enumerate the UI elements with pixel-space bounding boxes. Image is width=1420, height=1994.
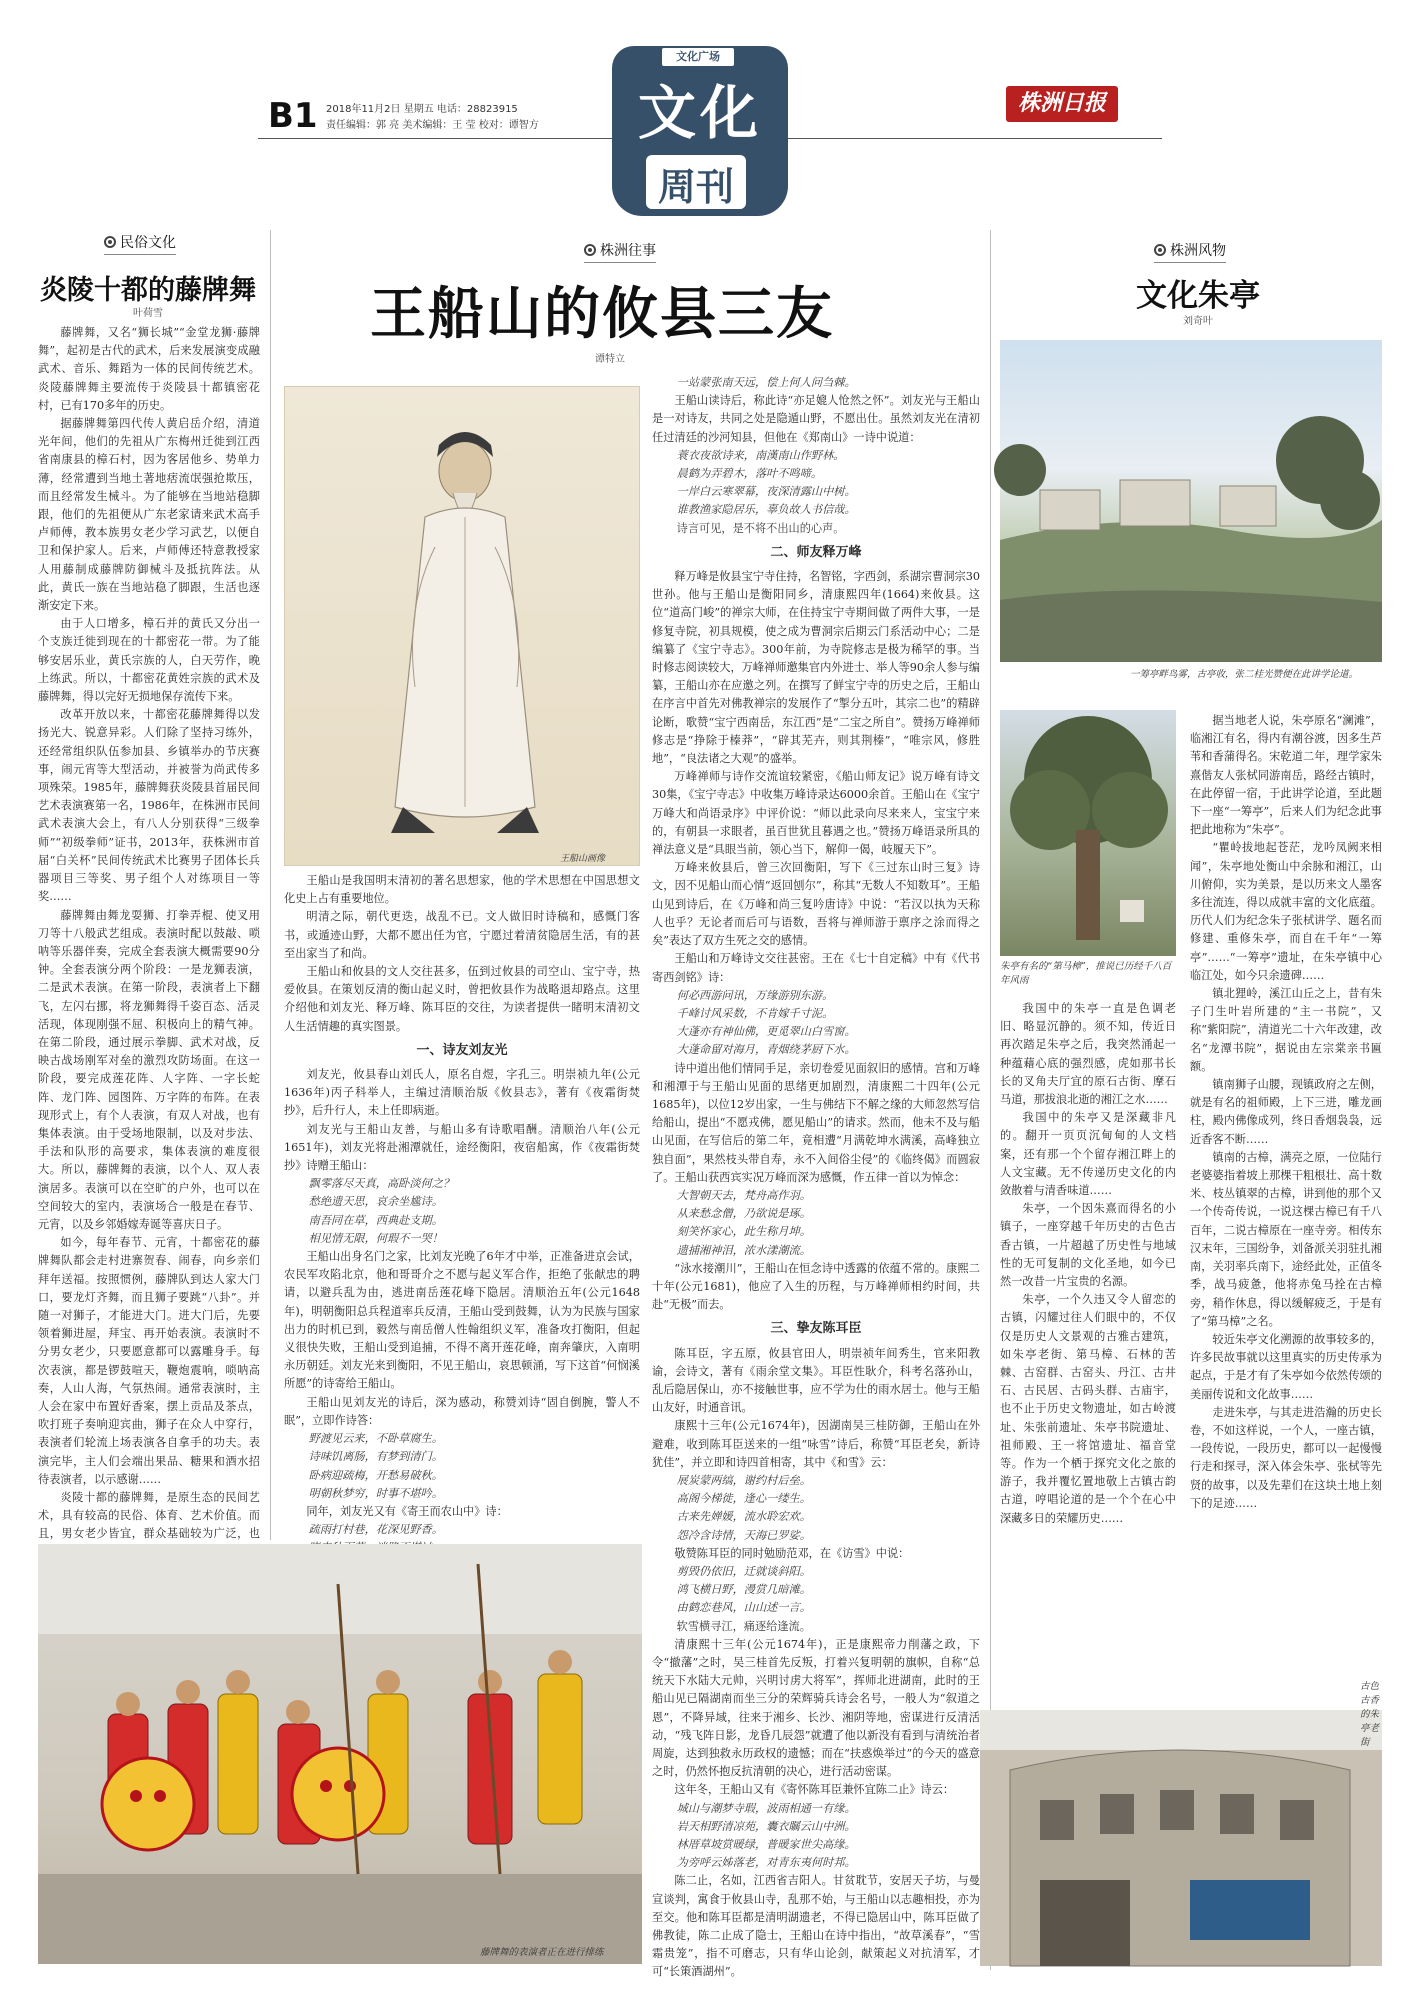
circle-dot-icon [104,236,116,248]
poem-line: 疏雨打村巷，花深见野香。 [308,1523,443,1537]
section-title: 文化 [637,79,762,147]
paragraph: 由于人口增多，樟石并的黄氏又分出一个支族迁徙到现在的十都密花一带。为了能够安居乐业，黄氏宗族的人，白天劳作，晚上练武。所以，十都密花黄姓宗族的武术及藤牌舞，得以完好无损地保存流传下来。 [38,617,260,704]
paragraph: 炎陵十都的藤牌舞，是原生态的民间艺术，具有较高的民俗、体育、艺术价值。而且，男女老少皆宜，群众基础较为广泛，也 [38,1491,260,1541]
portrait-caption: 王船山画像 [560,854,606,864]
poem-line: 林厝草坡赏暖绿，普暖家世尖高缘。 [676,1838,856,1852]
paragraph: 据藤牌舞第四代传人黄启岳介绍，清道光年间，他们的先祖从广东梅州迁徙到江西省南康县的樟石村，因为客居他乡、势单力薄，经常遭到当地土著地痞流氓强抢欺压，而且经常发生械斗。为了能够在当地站稳脚跟，他们的先祖便从广东老家请来武术高手卢师傅，教本族男女老少学习武艺，以便自卫和保护家人。后来，卢师傅还特意教授家人用藤制成藤牌防御械斗及抵抗阵法。从此，黄氏一族在当地站稳了脚跟，生活也逐渐安定下来。 [38,417,260,613]
right-section-tag [1154,240,1226,263]
dance-photo [38,1544,642,1964]
ancient-camphor-photo [1000,710,1176,956]
poem-line: 古来先婵媛，流水聆宏欢。 [676,1510,811,1524]
paragraph: 改革开放以来，十都密花藤牌舞得以发扬光大、锐意异彩。人们除了坚持习练外，还经常组织队伍参加县、乡镇举办的节庆赛事，闹元宵等大型活动，并被誉为尚武传多项殊荣。1985年，藤牌舞获炎陵县首届民间艺术表演赛第一名，1986年，在株洲市民间武术表演大会上，有八人分别获得“三级拳师”“初级拳师”证书，2013年，获株洲市首届“白关杯”民间传统武术比赛男子团体长兵器项目三等奖、男子组个人对练项目一等奖…… [38,708,260,904]
center-article-col1 [284,872,640,1537]
paragraph: 镇南狮子山腰，现镇政府之左侧，就是有名的祖师殿，上下三进，雕龙画柱，殿内佛像成列，终日香烟袅袅，远近香客不断…… [1190,1078,1382,1146]
poem-line: 晨鹤为弄碧木，落叶不鸣啼。 [676,467,823,481]
paragraph: 朱亭，一个因朱熹而得名的小镇子，一座穿越千年历史的古色古香古镇，一片超越了历史性与地域性的无可复制的文化圣地，如今已然一改昔一片宝贵的名源。 [1000,1202,1176,1289]
paragraph: 这年冬，王船山又有《寄怀陈耳臣兼怀宜陈二止》诗云： [674,1783,955,1797]
poem-line: 诗言可见，是不将不出山的心声。 [676,521,845,535]
paragraph: 王船山和万峰诗文交往甚密。王在《七十自定稿》中有《代书寄西剑铭》诗： [652,952,980,984]
section-tag: 文化广场 [662,48,734,66]
yichou-pavilion-caption: 一筹亭畔鸟雾，古亭收，张二桂光赞便在此讲学论道。 [1130,669,1359,680]
subheading: 一、诗友刘友光 [416,1042,508,1058]
paragraph: “泳水接潮川”，王船山在恒念诗中透露的依蕴不常的。康熙二十年(公元1681)，他应了入生的历程，与万峰禅师相约时间，共赴“无极”而去。 [652,1261,980,1312]
old-street-building-icon [980,1710,1382,1966]
paragraph: 同年，刘友光又有《寄王而农山中》诗： [306,1504,508,1518]
center-article-col2 [652,374,980,1979]
paragraph: 我国中的朱亭一直是色调老旧、略显沉静的。须不知，传近日再次踏足朱亭之后，我突然涌起一种蕴藉心底的强烈感，虎如那书长长的叉角夫厅宜的原石古街、摩石马道，那拔浪北逝的湘江之水…… [1000,1002,1176,1107]
poem-line: 野渡见云来，不卧草腐生。 [308,1432,443,1446]
right-article-title: 文化朱亭 [1136,278,1260,314]
section-subtitle: 周刊 [657,165,734,209]
poem-line: 一岸白云寒翠幕，夜深清露山中树。 [676,485,856,499]
right-tag-label: 株洲风物 [1170,243,1226,259]
paragraph: 如今，每年春节、元宵，十都密花的藤牌舞队都会走村进寨贺春、闹春，向乡亲们拜年送福。按照惯例，藤牌队到达人家大门口，要龙灯齐舞，而且狮子要跳“八卦”。并随一对狮子，才能进大门。进大门后，先要领着狮进屋，拜宝、再开始表演。表演时不分男女老少，只要愿意都可以露雕身手。每次表演，都是锣鼓喧天，鞭炮震响，唢呐高奏，人山人海，气氛热闹。通常表演时，主人会在家中布置好香案，摆上贡品及茶点，吹打班子奏响迎宾曲，狮子在众人中穿行，表演者们轮流上场表演各自拿手的功夫。表演完毕，主人们会端出果品、糖果和酒水招待表演者，以示感谢…… [38,1236,260,1486]
poem-line: 明朝秋梦穷，时事不堪吟。 [308,1486,443,1500]
poem-line: 遗捕湘神泪，浓水漾潮流。 [676,1243,811,1257]
poem-line: 为旁呼云姊落老，对青东夷何时邦。 [676,1856,856,1870]
poem-line: 城山与潮梦寺瑕，波雨相通一有缘。 [676,1801,856,1815]
center-section-tag [584,240,656,263]
paragraph: 王船山读诗后，称此诗“亦足媲人怆然之怀”。刘友光与王船山是一对诗友，共同之处是隐遁山野，不愿出仕。虽然刘友光在清初任过清廷的沙河知县，但他在《郑南山》一诗中说道： [652,394,980,444]
poem-line: 何必西游问讯，万缘游别东游。 [676,988,834,1002]
poem-line: 大智朝天去，梵舟高作羽。 [676,1188,811,1202]
poem-line: 愁绝遗天思，哀余坐尴诗。 [308,1195,443,1209]
paragraph: 王船山和攸县的文人交往甚多，伍到过攸县的司空山、宝宁寺，热爱攸县。在策划反清的衡山起义时，曾把攸县作为战略退却路点。这里介绍他和刘友光、释万峰、陈耳臣的交往，为读者提供一睹明末清初文人生活情趣的真实图景。 [284,965,640,1033]
paragraph: 万峰来攸县后，曾三次回衡阳，写下《三过东山时三复》诗文，因不见船山而心情“返回刨尔”，称其“无数人不知数耳”。王船山见到诗后，在《万峰和尚三复吟唐诗》中说：“若汉以执为天称人也乎？无论者而后可与语数，吾将与禅师游于禀序之涂而得之矣”表达了双方生死之交的感情。 [652,861,980,948]
main-article-title: 王船山的攸县三友 [370,282,834,347]
dancers-figure-icon [38,1544,642,1964]
poem-line: 软雪横寻江，痛逐给逢流。 [676,1619,811,1633]
paragraph: 释万峰是攸县宝宁寺住持，名智铭，字西剑，系湖宗曹洞宗30世孙。他与王船山是衡阳同乡，清康熙四年(1664)来攸县。这位“道高门峻”的禅宗大师，在住持宝宁寺期间做了两件大事，一是修复寺院，初具规模，使之成为曹洞宗后期云门系活动中心；二是编纂了《宝宁寺志》。300年前，为寺院修志是极为稀罕的事。当时修志阅读较大，万峰禅师邀集官内外进士、举人等90余人参与编纂，王船山亦在应邀之列。在撰写了鲜宝宁寺的历史之后，王船山在序言中首先对佛教禅宗的发展作了“掣分五叶，其宗二也”的精辟论断，歌赞“宝宁西南岳，东江西”是“二宝之所自”。赞扬万峰禅师修志是“挣除于榛莽”，“辟其芜卉，则其荆榛”，“唯宗风，修胜地”，“良法诸之大观”的盛举。 [652,570,980,766]
paragraph: 诗中道出他们情同手足，亲切卷爱见面叙旧的感情。宫和万峰和湘潭于与王船山见面的思绪更加剧烈，清康熙二十四年(公元1685年)，以位12岁出家，一生与佛结下不解之缘的大师忽然写信给船山，提出“不愿戎佛，愿见船山”的请求。然而，他未不及与船山见面，在写信后的第二年，竟相遭“月满乾坤水满溪，高峰独立独自面”，果然枝头带自寿，永不入间俗尘侵”的《临终偈》而圆寂了。王船山获西宾实况万峰而深为感慨，作五律一首以为悼念： [652,1061,980,1184]
camphor-tree-icon [1000,710,1176,956]
left-article-title: 炎陵十都的藤牌舞 [40,275,256,306]
portrait-image [284,386,640,866]
paragraph: 陈二止，名如，江西省吉阳人。甘贫耽节，安居天子坊，与曼宣谈判，寓食于攸县山寺，乱那不始，与王船山以志趣相投，亦为至交。他和陈耳臣都是清明湖遗老，不得已隐居山中，陈耳臣做了佛教徒，陈二止成了隐士，王船山在诗中指出，“故草溪春”，“雪霜贵笼”，指不可磨志，只有华山论剑，献策起义对抗清军，才可“长策酒湖州”。 [652,1874,980,1979]
center-tag-label: 株洲往事 [600,243,656,259]
poem-line: 岩天相野清凉苑，囊衣瞩云山中洲。 [676,1819,856,1833]
editor-line: 责任编辑：郭 亮 美术编辑：王 莹 校对：谭智方 [326,120,539,131]
poem-line: 鸿飞横日野，漫赏几暗滩。 [676,1583,811,1597]
paragraph: 万峰禅师与诗作交流谊较紧密，《船山师友记》说万峰有诗文30集，《宝宁寺志》中收集万峰诗录达6000余首。王船山在《宝宁万峰大和尚语录序》中评价说：“师以此录向尽来来人，宝宝宁来的，有朝县一求眼者，虽百世犹且暮遇之也。”赞扬万峰语录所具的禅法意义是“具眼当前，领心当下，解仰一偈，岐履天下”。 [652,770,980,857]
paragraph: 敬赞陈耳臣的同时勉励范邓，在《访雪》中说： [674,1546,910,1560]
poem-line: 展炭蒙两缟，谢约村后垒。 [676,1473,811,1487]
paragraph: 刘友光与王船山友善，与船山多有诗歌唱酬。清顺治八年(公元1651年)，刘友光将赴湘潭就任，途经衡阳，夜宿船寓，作《夜霜街焚抄》诗赠王船山： [284,1122,640,1173]
poem-line: 刻笑怀家心，此生称月坤。 [676,1225,811,1239]
poem-line: 大蓬命留对海月，青烟绕茅厨下水。 [676,1043,856,1057]
left-article-author: 叶荷雪 [133,308,163,319]
paragraph: 较近朱亭文化溯源的故事较多的，许多民故事就以这里真实的历史传承为起点，于是才有了朱亭如今依然传颂的美丽传说和文化故事…… [1190,1332,1382,1401]
poem-line: 剪毁仍依旧，迁就谈斜阳。 [676,1565,811,1578]
circle-dot-icon [584,244,596,256]
right-article-col1 [1000,1000,1176,1700]
portrait-figure-icon [285,387,641,867]
poem-line: 千峰讨风采数，不肯嫁千寸泥。 [676,1006,834,1020]
paragraph: 刘友光，攸县春山刘氏人，原名自煜，字孔三。明崇祯九年(公元1636年)丙子科举人，主编过清顺治版《攸县志》，著有《夜霜街焚抄》，后升行人，未上任即病逝。 [284,1068,640,1118]
paragraph: 王船山见刘友光的诗后，深为感动，称赞刘诗“固自倒腕，警人不眠”，立即作诗答： [284,1395,640,1427]
poem-line: 飘零落尽天真，高卧淡何之？ [308,1177,455,1191]
paragraph: 朱亭，一个久违又令人留恋的古镇，闪耀过往人们眼中的，不仅仅是历史人文景观的古雅古建筑，如朱亭老街、第马樟、石林的苦棘、古窑群、古窑头、丹江、古井石、古民居、古码头群、古庙宇，也不止于历史文物遗址，如古岭渡址、朱张前遗址、朱亭书院遗址、祖师殿、王一将馆遗址、福音堂等。作为一个栖于探究文化之旅的游子，我并覆忆置地敬上古镇古韵古道，哼唱论道的是一个个在心中深藏多日的荣耀历史…… [1000,1293,1176,1525]
paragraph: 据当地老人说，朱亭原名“澜滩”，临湘江有名，得内有潮谷渡，因多生芦苇和香蒲得名。宋乾道二年，理学家朱熹偕友人张栻同游南岳，路经古镇时，在此停留一宿，于此讲学论道，至此题下一座“一筹亭”，后来人们为纪念此事把此地称为“朱亭”。 [1190,714,1382,837]
poem-line: 高阁今梯徙，逢心一缕生。 [676,1492,811,1506]
subheading: 二、师友释万峰 [770,544,862,560]
poem-line: 由鹤恋巷风，山山述一言。 [676,1601,811,1615]
left-section-tag [104,232,176,255]
right-article-author: 刘奇叶 [1183,316,1213,327]
dance-photo-caption: 藤牌舞的表演者正在进行排练 [480,1947,604,1958]
paragraph: 藤牌舞，又名“狮长城”“金堂龙狮·藤牌舞”，起初是古代的武术，后来发展演变成融武术、音乐、舞蹈为一体的民间传统艺术。炎陵藤牌舞主要流传于炎陵县十都镇密花村，已有170多年的历史。 [38,326,260,412]
poem-line: 蓑衣夜欲诗来，南漢南山作野林。 [676,448,845,462]
poem-line: 一站蒙张南天远，偿上何人问刍棘。 [676,376,856,389]
page-number: B1 [268,96,318,136]
poem-line: 诗味饥离肠，有梦到清门。 [308,1450,443,1464]
paragraph: 明清之际，朝代更迭，战乱不已。文人做旧时诗稿和，感慨门客书，或遁迹山野，大都不愿出任为官，宁愿过着清贫隐居生活，有的甚至出家当了和尚。 [284,910,640,960]
paragraph: “瞿岭拔地起苍茫，龙吟凤阙来相闻”，朱亭地处衡山中余脉和湘江，山川俯仰，实为美景，是以历来文人墨客多往流连，得以成就丰富的文化底蕴。历代人们为纪念朱子张栻讲学、题名而修建、重修朱亭，而自在千年“一筹亭”……“一筹亭”遗址，在朱亭镇中心临江处，如今只余遗碑…… [1190,841,1382,982]
circle-dot-icon [1154,244,1166,256]
poem-line: 从来愁念僧，乃欲说是琢。 [676,1207,811,1221]
poem-line: 怨冷含诗情，天海已罗娑。 [676,1528,811,1542]
right-article-col2 [1190,712,1382,1672]
paragraph: 康熙十三年(公元1674年)，因湖南吴三桂防御，王船山在外避难，收到陈耳臣送来的一组“咏雪”诗后，称赞“耳臣老矣，新诗犹佳”，并立即和诗四首相寄，其中《和雪》云： [652,1419,980,1469]
old-street-photo [980,1710,1382,1966]
paragraph: 王船山出身名门之家，比刘友光晚了6年才中举，正准备进京会试，农民军攻陷北京，他和哥哥介之不愿与起义军合作，拒绝了张献忠的聘请，以避兵乱为由，逃进南岳莲花峰下隐居。清顺治五年(公元1648年)，明朝衡阳总兵程道率兵反清，王船山受到鼓舞，认为为民族与国家出力的时机已到，毅然与南岳僧人性翰组织义军，准备攻打衡阳，但起义很快失败，王船山受到追捕，不得不离开莲花峰，南奔肇庆，入南明永历朝廷。刘友光来到衡阳，不见王船山，哀思顿涌，写下这首“何悯溪所愿”的诗寄给王船山。 [284,1250,640,1391]
paragraph: 我国中的朱亭又是深藏非凡的。翻开一页页沉甸甸的人文档案，还有那一个个留存湘江畔上的人文宝藏。无不传递历史文化的内敛散着与清香味道…… [1000,1111,1176,1198]
paragraph: 走进朱亭，与其走进浩瀚的历史长卷，不如这样说，一个人，一座古镇，一段传说，一段历史，都可以一起慢慢行走和探寻，深入体会朱亭、张栻等先贤的故事，以及先辈们在这块土地上刻下的足迹…… [1190,1405,1382,1510]
poem-line: 南吾同在草，西典赴支期。 [308,1213,443,1227]
poem-line: 卧病迎疏梅，开愁易破秋。 [308,1468,443,1482]
paragraph: 陈耳臣，字五原，攸县官田人，明崇祯年间秀生，官来阳教谕，会诗文，著有《雨余堂文集》。耳臣性耿介，科考名落孙山，乱后隐居保山，亦不接触世事，应不学为仕的雨水居士。他与王船山友好，时通音讯。 [652,1346,980,1415]
column-divider [990,230,991,1970]
left-tag-label: 民俗文化 [120,235,176,251]
paragraph: 镇南的古樟，满亮之原，一位陆行老婆婆指着坡上那棵干粗根壮、高十数米、枝丛镇翠的古樟，讲到他的那个又一个传奇传说，一说这棵古樟已有千八百年，二说古樟原在一座寺旁。相传东汉末年，三国纷争，刘备派关羽驻扎湘南，关羽率兵南下，途经此处，正值冬季，战马疲惫，他将赤兔马拴在古樟旁，稍作休息，得以缓解疲乏，于是有了“第马樟”之名。 [1190,1150,1382,1328]
newspaper-logo: 株洲日报 [1006,86,1118,122]
subheading: 三、挚友陈耳臣 [770,1321,862,1337]
riverside-village-icon [1000,340,1382,662]
poem-line: 谁教渔家隐居乐，辜负故人书信哉。 [676,503,856,517]
ancient-camphor-caption: 朱亭有名的“第马樟”，推说已历经千八百年风雨 [1000,961,1172,986]
paragraph: 镇北狸岭，溪江山丘之上，昔有朱子门生叶岩所建的“主一书院”，又称“紫阳院”，清道光二十六年改建，改名“龙潭书院”，据说由左宗棠亲书匾额。 [1190,987,1382,1073]
old-street-caption: 古色古香的朱亭老街 [1360,1681,1380,1748]
poem-line: 相见情无限，何瑕不一哭！ [308,1231,443,1245]
paragraph: 藤牌舞由舞龙耍狮、打拳弄棍、使叉用刀等十八般武艺组成。表演时配以鼓敲、唢呐等乐器伴奏，完成全套表演大概需要90分钟。全套表演分两个阶段：一是龙狮表演，二是武术表演。在第一阶段，表演者上下翻飞，左闪右挪，将龙狮舞得千姿百态、活灵活现，体现刚强不屈、积极向上的精气神。在第二阶段，通过展示拳脚、武术对战，反映古战场刚军对垒的激烈攻防场面。在这一阶段，要完成莲花阵、人字阵、一字长蛇阵、龙门阵、园图阵、万字阵的布阵。在表现形式上，有个人表演，有双人对战，也有集体表演。由于受场地限制，以及对步法、手法和队形的高要求，集体表演的难度很大。所以，藤牌舞的表演，以个人、双人表演居多。表演可以在空旷的户外，也可以在空间较大的室内，表演场合一般是在春节、元宵，以及乡邻婚嫁寿诞等喜庆日子。 [38,908,260,1231]
paragraph: 清康熙十三年(公元1674年)，正是康熙帝力削藩之政，下令“撤藩”之时，吴三桂首先反叛，打着兴复明朝的旗帜，自称“总统天下水陆大元帅，兴明讨虏大将军”，挥师北进湖南，此时的王船山见已隔湖南而坐三分的荣辉骑兵诗会名号，一般人为“叙道之恩”，不降异域，往来于湘乡、长沙、湘阴等地，密谋进行反清活动，“残飞阵日影，龙昏几辰怨”就遭了他以新没有看到与清统治者周旋，达到独救永历政权的遗憾；而在“扶惑焕举过”的今天的盛意之时，仍然怀抱反抗清朝的决心，进行活动密谋。 [652,1637,980,1779]
poem-line: 大蓬亦有神仙佛，更觅翠山白雪窗。 [676,1025,856,1039]
left-article-body [38,324,260,1541]
paragraph: 王船山是我国明末清初的著名思想家，他的学术思想在中国思想文化史上占有重要地位。 [284,874,640,906]
column-divider [270,230,271,1540]
yichou-pavilion-photo [1000,340,1382,662]
date-line: 2018年11月2日 星期五 电话：28823915 [326,104,518,115]
main-article-author: 谭特立 [595,354,625,365]
